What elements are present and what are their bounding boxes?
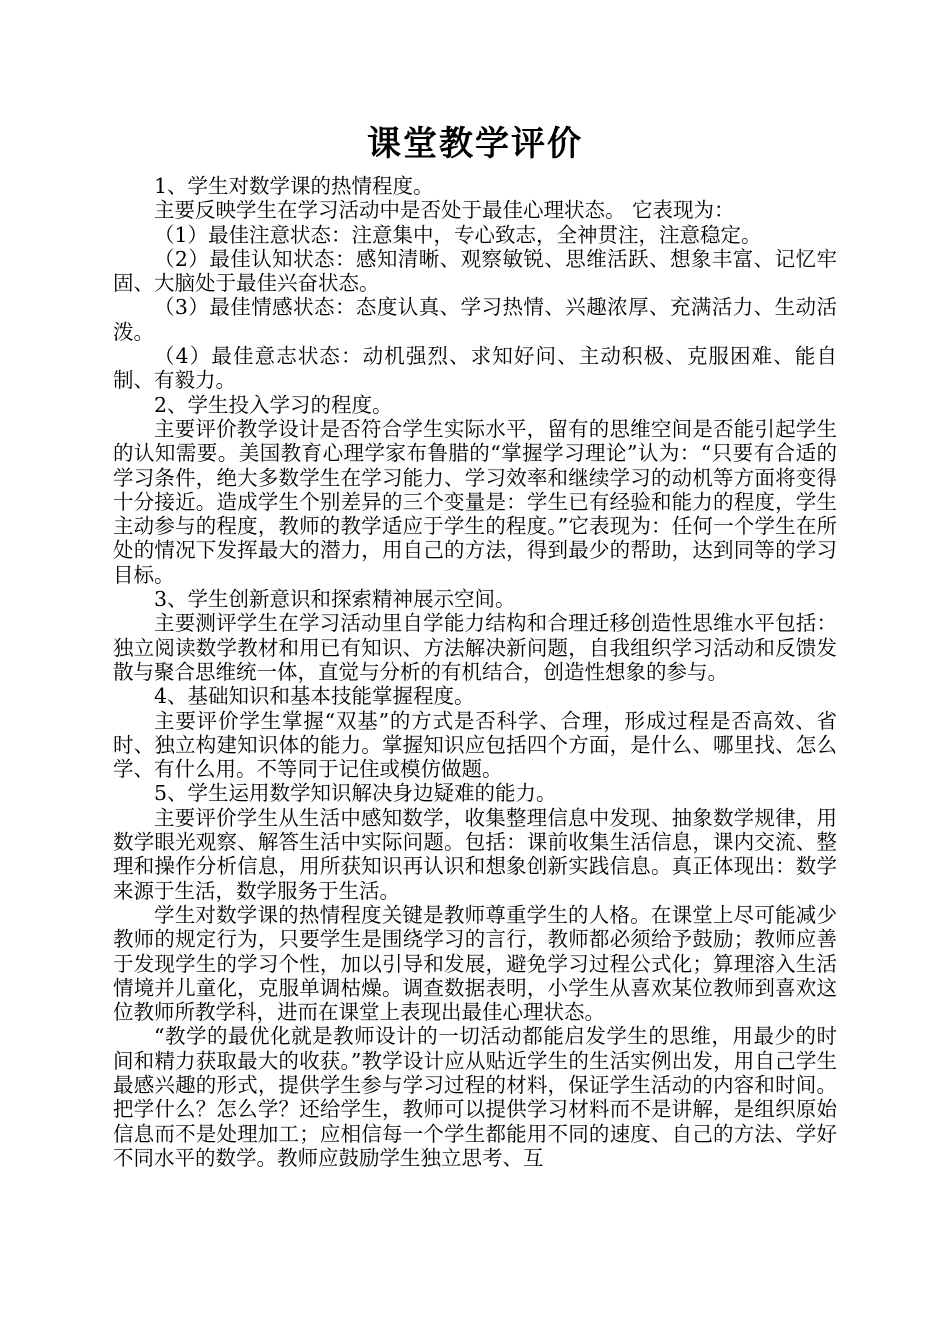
paragraph: 主要反映学生在学习活动中是否处于最佳心理状态。 它表现为：: [154, 198, 735, 223]
paragraph: 主要评价教学设计是否符合学生实际水平，留有的思维空间是否能引起学生的认知需要。美国教育心理学家布鲁腊的“掌握学习理论”认为：“只要有合适的学习条件，绝大多数学生在学习能力、学习效率和继续学习的动机等方面将变得十分接近。造成学生个别差异的三个变量是：学生已有经验和能力的程度，学生主动参与的程度，教师的教学适应于学生的程度。”它表现为：任何一个学生在所处的情况下发挥最大的潜力，用自己的方法，得到最少的帮助，达到同等的学习目标。: [113, 416, 837, 587]
section-heading-3: 3、学生创新意识和探索精神展示空间。: [154, 587, 516, 612]
paragraph: 学生对数学课的热情程度关键是教师尊重学生的人格。在课堂上尽可能减少教师的规定行为，只要学生是围绕学习的言行，教师都必须给予鼓励；教师应善于发现学生的学习个性，加以引导和发展，避免学习过程公式化；算理溶入生活情境并儿童化，克服单调枯燥。调查数据表明，小学生从喜欢某位教师到喜欢这位教师所教学科，进而在课堂上表现出最佳心理状态。: [113, 902, 837, 1025]
list-item: （3）最佳情感状态：态度认真、学习热情、兴趣浓厚、充满活力、生动活泼。: [113, 295, 837, 344]
section-heading-1: 1、学生对数学课的热情程度。: [154, 174, 434, 198]
section-heading-5: 5、学生运用数学知识解决身边疑难的能力。: [154, 781, 557, 806]
list-item: （2）最佳认知状态：感知清晰、观察敏锐、思维活跃、想象丰富、记忆牢固、大脑处于最佳兴奋状态。: [113, 246, 837, 296]
paragraph: “教学的最优化就是教师设计的一切活动都能启发学生的思维，用最少的时间和精力获取最大的收获。”教学设计应从贴近学生的生活实例出发，用自己学生最感兴趣的形式，提供学生参与学习过程的材料，保证学生活动的内容和时间。把学什么？怎么学？还给学生，教师可以提供学习材料而不是讲解，是组织原始信息而不是处理加工；应相信每一个学生都能用不同的速度、自己的方法、学好不同水平的数学。教师应鼓励学生独立思考、互: [113, 1024, 837, 1170]
paragraph: 主要测评学生在学习活动里自学能力结构和合理迁移创造性思维水平包括：独立阅读数学教材和用已有知识、方法解决新问题，自我组织学习活动和反馈发散与聚合思维统一体，直觉与分析的有机结合，创造性想象的参与。: [113, 611, 837, 684]
paragraph: 主要评价学生掌握“双基”的方式是否科学、合理，形成过程是否高效、省时、独立构建知识体的能力。掌握知识应包括四个方面，是什么、哪里找、怎么学、有什么用。不等同于记住或模仿做题。: [113, 708, 837, 782]
list-item: （1）最佳注意状态：注意集中，专心致志，全神贯注，注意稳定。: [154, 222, 762, 247]
paragraph: 主要评价学生从生活中感知数学，收集整理信息中发现、抽象数学规律，用数学眼光观察、解答生活中实际问题。包括：课前收集生活信息，课内交流、整理和操作分析信息，用所获知识再认识和想象创新实践信息。真正体现出：数学来源于生活，数学服务于生活。: [113, 805, 837, 903]
list-item: （4）最佳意志状态：动机强烈、求知好问、主动积极、克服困难、能自制、有毅力。: [113, 344, 837, 393]
page-title: 课堂教学评价: [367, 124, 583, 164]
document-body: [113, 174, 837, 1170]
section-heading-4: 4、基础知识和基本技能掌握程度。: [154, 684, 475, 709]
section-heading-2: 2、学生投入学习的程度。: [154, 392, 393, 417]
